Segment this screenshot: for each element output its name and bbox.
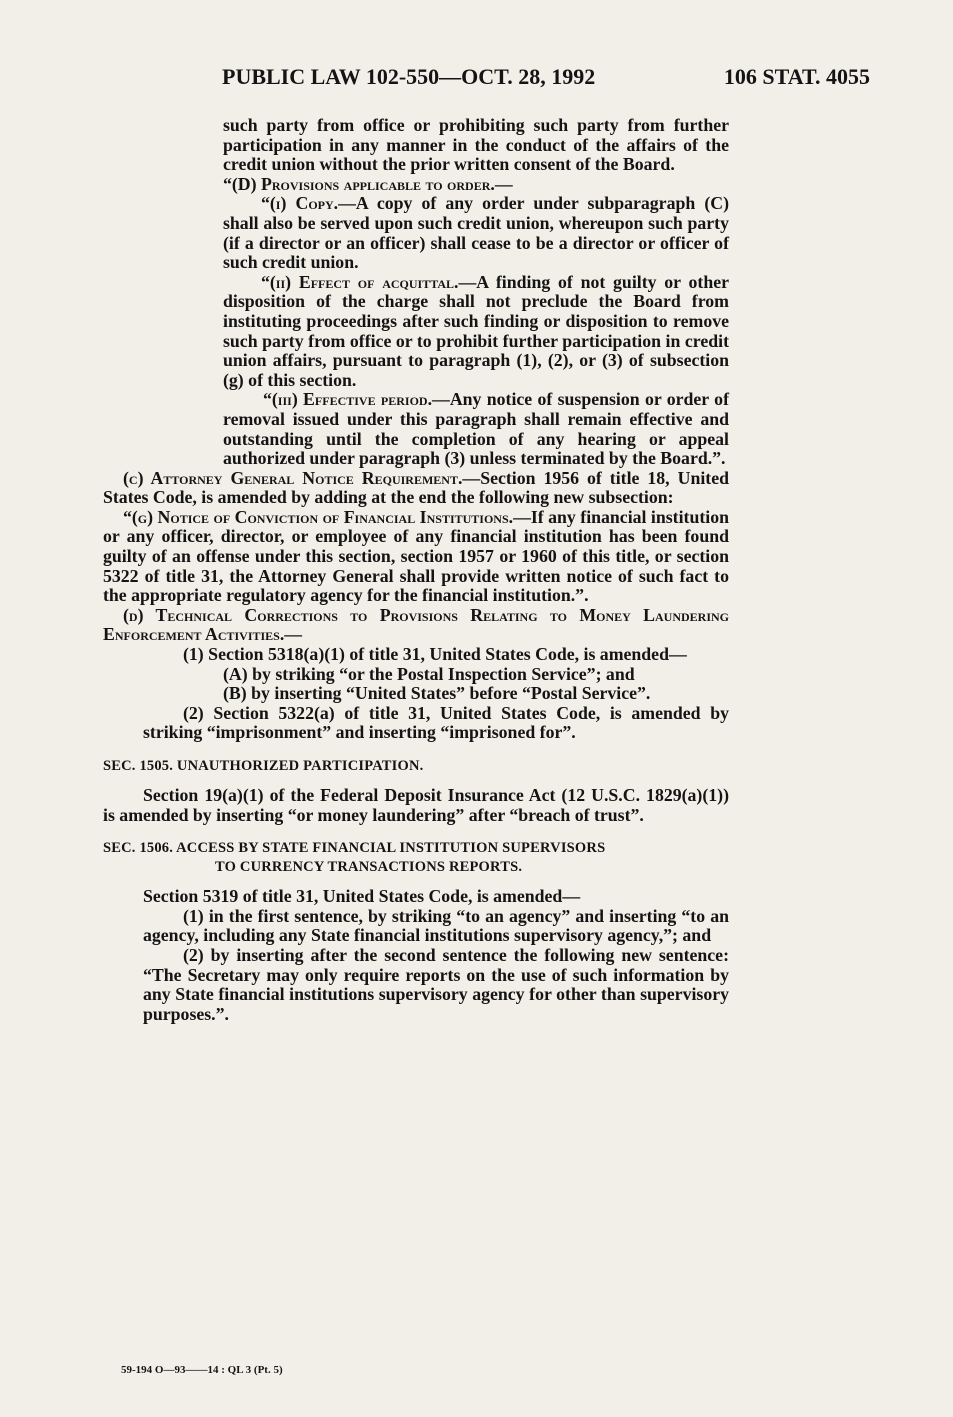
section-1506-item-1: (1) in the first sentence, by striking “to an agency” and inserting “to an agency, including any State financial institutions supervisory agency,”; and bbox=[143, 905, 729, 946]
section-1506-item-2: (2) by inserting after the second sentence the following new sentence: “The Secretary may only require reports on the use of such information by any State financial institutions supervisory agency for other than supervisory purposes.”. bbox=[143, 944, 729, 1024]
header-title: PUBLIC LAW 102-550—OCT. 28, 1992 bbox=[222, 64, 596, 89]
section-1506-heading-line1: SEC. 1506. ACCESS BY STATE FINANCIAL INSTITUTION SUPERVISORS bbox=[103, 840, 606, 857]
text-effect-of-acquittal: —A finding of not guilty or other disposition of the charge shall not preclude the Board from instituting proceedings after such finding or disposition to remove such party from office or to prohibit further participation in credit union affairs, pursuant to paragraph (1), (2), or (3) of subsection (g) of this section. bbox=[223, 271, 729, 390]
running-header bbox=[222, 62, 870, 92]
paragraph-item-a: (A) by striking “or the Postal Inspection Service”; and bbox=[223, 663, 635, 684]
heading-effective-period: “(iii) Effective period. bbox=[263, 389, 433, 410]
section-1505-text: Section 19(a)(1) of the Federal Deposit Insurance Act (12 U.S.C. 1829(a)(1)) is amended by inserting “or money laundering” after “breach of trust”. bbox=[103, 785, 729, 825]
text-notice-of-conviction: —If any financial institution or any officer, director, or employee of any financial institution has been found guilty of an offense under this section, section 1957 or 1960 of this title, or section 5322 of title 31, the Attorney General shall provide written notice of such fact to the appropriate regulatory agency for the financial institution.”. bbox=[103, 506, 729, 606]
heading-technical-corrections: (d) Technical Corrections to Provisions Relating to Money Laundering Enforcement Activities.— bbox=[103, 604, 729, 645]
text-copy: —A copy of any order under subparagraph (C) shall also be served upon such credit union, whereupon such party (if a director or an officer) shall cease to be a director or officer of such credit union. bbox=[223, 193, 730, 273]
paragraph-continuation: such party from office or prohibiting such party from further participation in any manner in the conduct of the affairs of the credit union without the prior written consent of the Board. bbox=[223, 115, 729, 175]
paragraph-item-b: (B) by inserting “United States” before “Postal Service”. bbox=[223, 683, 651, 704]
section-1506-heading bbox=[103, 839, 729, 877]
paragraph-copy bbox=[103, 194, 729, 272]
text-item-1: (1) Section 5318(a)(1) of title 31, United States Code, is amended— bbox=[183, 644, 687, 665]
section-1506-text: Section 5319 of title 31, United States Code, is amended— bbox=[143, 886, 581, 907]
section-1506-heading-line2: TO CURRENCY TRANSACTIONS REPORTS. bbox=[215, 859, 523, 876]
paragraph-item-1 bbox=[103, 645, 729, 665]
heading-provisions-applicable: “(D) Provisions applicable to order.— bbox=[223, 173, 513, 194]
paragraph-item-2: (2) Section 5322(a) of title 31, United States Code, is amended by striking “imprisonment” and inserting “imprisoned for”. bbox=[143, 702, 729, 743]
header-page-number: 106 STAT. 4055 bbox=[723, 64, 870, 89]
paragraph-effect-of-acquittal bbox=[103, 273, 729, 391]
heading-copy: “(i) Copy. bbox=[261, 193, 339, 214]
heading-notice-of-conviction: “(g) Notice of Conviction of Financial Institutions. bbox=[123, 506, 514, 527]
paragraph-attorney-general bbox=[103, 469, 729, 508]
footer-print-code: 59-194 O—93——14 : QL 3 (Pt. 5) bbox=[121, 1364, 283, 1376]
paragraph-notice-of-conviction bbox=[103, 508, 729, 606]
text-effective-period: —Any notice of suspension or order of removal issued under this paragraph shall remain effective and outstanding until the completion of any hearing or appeal authorized under paragraph (3) unless terminated by the Board.”. bbox=[223, 389, 729, 469]
heading-attorney-general: (c) Attorney General Notice Requirement. bbox=[123, 467, 463, 488]
heading-effect-of-acquittal: “(ii) Effect of acquittal. bbox=[261, 271, 459, 292]
document-body bbox=[103, 116, 729, 1024]
text-attorney-general: —Section 1956 of title 18, United States Code, is amended by adding at the end the following new subsection: bbox=[103, 467, 729, 508]
section-1505-heading: SEC. 1505. UNAUTHORIZED PARTICIPATION. bbox=[103, 758, 424, 774]
paragraph-effective-period bbox=[103, 390, 729, 468]
